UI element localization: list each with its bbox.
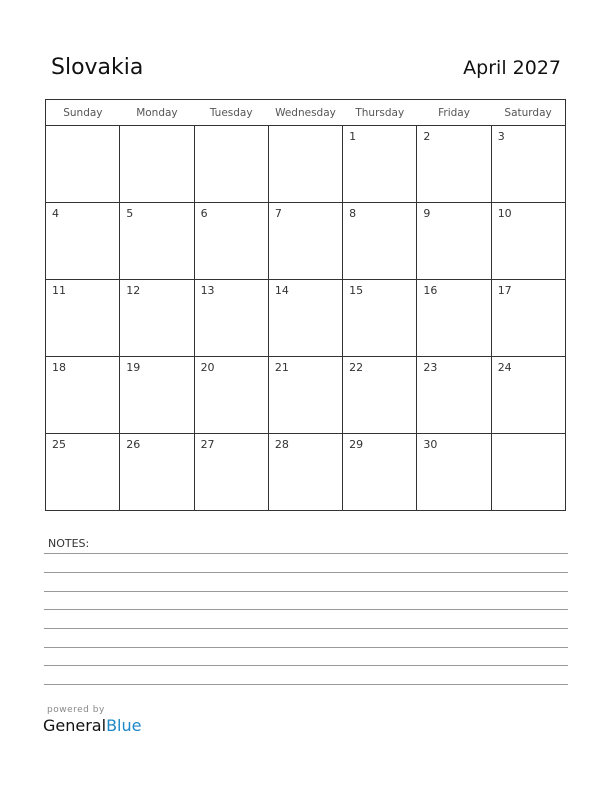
day-cell	[268, 357, 342, 434]
day-header: Saturday	[491, 100, 565, 126]
generalblue-logo	[43, 716, 141, 735]
day-number: 18	[52, 361, 66, 374]
note-line	[44, 684, 568, 685]
day-cell	[120, 357, 194, 434]
day-cell	[417, 434, 491, 511]
day-number: 28	[274, 438, 289, 451]
note-line	[44, 591, 568, 592]
day-cell	[268, 203, 342, 280]
note-line	[44, 609, 568, 610]
day-cell	[343, 357, 417, 434]
day-number: 12	[126, 284, 141, 297]
day-number: 14	[274, 284, 289, 297]
day-cell	[194, 203, 268, 280]
day-number: 27	[200, 438, 215, 451]
day-number: 10	[497, 207, 512, 220]
day-cell	[120, 126, 194, 203]
day-number: 2	[423, 130, 431, 143]
month-title: April 2027	[463, 57, 561, 79]
day-cell	[343, 280, 417, 357]
day-number: 20	[200, 361, 215, 374]
powered-by-text: powered by	[47, 705, 105, 715]
day-cell	[46, 203, 120, 280]
day-number: 1	[349, 130, 357, 143]
day-number: 6	[200, 207, 208, 220]
day-cell	[46, 434, 120, 511]
day-number: 7	[274, 207, 282, 220]
day-cell	[491, 126, 565, 203]
day-cell	[491, 357, 565, 434]
day-number: 23	[423, 361, 438, 374]
calendar-grid	[45, 99, 566, 511]
day-number: 26	[126, 438, 141, 451]
day-cell	[194, 126, 268, 203]
note-line	[44, 665, 568, 666]
day-cell	[46, 280, 120, 357]
country-title: Slovakia	[51, 55, 144, 80]
day-cell	[417, 126, 491, 203]
note-line	[44, 647, 568, 648]
day-number: 11	[52, 284, 66, 297]
day-cell	[194, 434, 268, 511]
day-number: 25	[52, 438, 66, 451]
day-cell	[268, 280, 342, 357]
notes-label: NOTES:	[48, 537, 90, 550]
day-cell	[46, 357, 120, 434]
day-header: Wednesday	[268, 100, 342, 126]
day-cell	[491, 434, 565, 511]
day-cell	[194, 280, 268, 357]
day-cell	[417, 280, 491, 357]
day-number: 3	[497, 130, 505, 143]
day-cell	[268, 126, 342, 203]
day-number: 30	[423, 438, 438, 451]
week-row	[46, 280, 566, 357]
day-header: Friday	[417, 100, 491, 126]
brand-blue: Blue	[106, 716, 142, 735]
day-number: 5	[126, 207, 134, 220]
note-line	[44, 553, 568, 554]
day-cell	[120, 434, 194, 511]
note-line	[44, 628, 568, 629]
day-number: 24	[497, 361, 512, 374]
day-cell	[417, 357, 491, 434]
note-line	[44, 572, 568, 573]
day-header: Thursday	[343, 100, 417, 126]
week-row	[46, 434, 566, 511]
day-cell	[417, 203, 491, 280]
day-number: 15	[349, 284, 364, 297]
day-cell	[120, 280, 194, 357]
day-number: 22	[349, 361, 364, 374]
day-cell	[343, 203, 417, 280]
day-header: Sunday	[46, 100, 120, 126]
brand-general: General	[43, 716, 107, 735]
day-cell	[194, 357, 268, 434]
day-number: 29	[349, 438, 364, 451]
week-row	[46, 126, 566, 203]
day-cell	[491, 203, 565, 280]
day-number: 13	[200, 284, 215, 297]
day-cell	[343, 434, 417, 511]
day-number: 9	[423, 207, 431, 220]
day-number: 21	[274, 361, 289, 374]
day-number: 16	[423, 284, 438, 297]
week-row	[46, 357, 566, 434]
day-header: Tuesday	[194, 100, 268, 126]
day-cell	[120, 203, 194, 280]
day-cell	[46, 126, 120, 203]
day-number: 8	[349, 207, 357, 220]
day-number: 4	[52, 207, 59, 220]
day-cell	[343, 126, 417, 203]
week-row	[46, 203, 566, 280]
day-cell	[268, 434, 342, 511]
day-number: 17	[497, 284, 512, 297]
day-number: 19	[126, 361, 141, 374]
day-cell	[491, 280, 565, 357]
day-header: Monday	[120, 100, 194, 126]
